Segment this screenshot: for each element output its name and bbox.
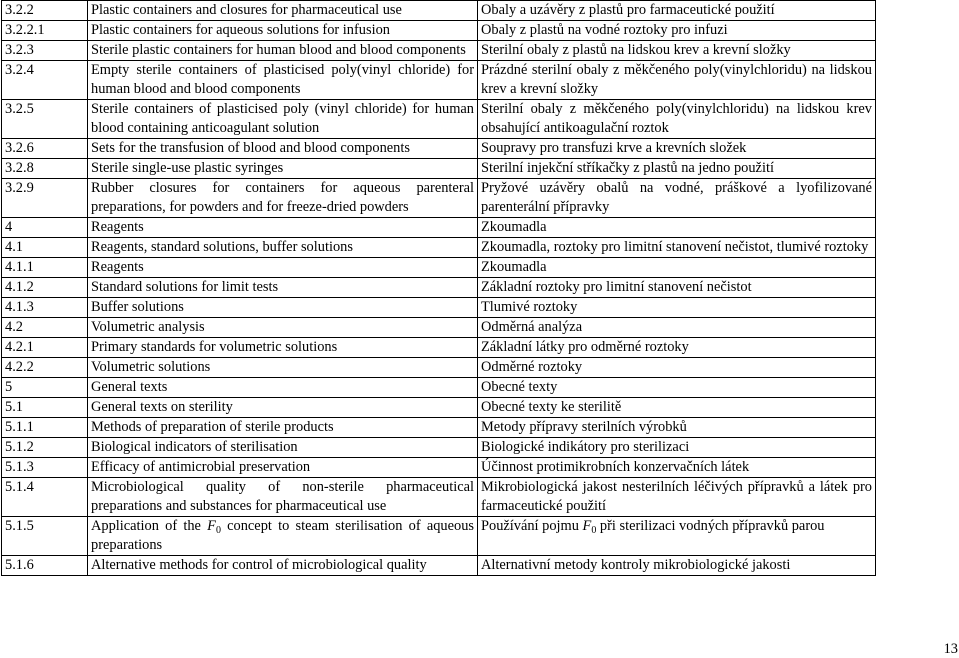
english-term: Empty sterile containers of plasticised poly(vinyl chloride) for human blood and blood components [88, 61, 478, 100]
section-number: 4.1.3 [2, 298, 88, 318]
english-term: Sterile single-use plastic syringes [88, 159, 478, 179]
czech-text-before: Používání pojmu [481, 518, 583, 534]
czech-term: Účinnost protimikrobních konzervačních látek [478, 458, 876, 478]
table-row [2, 517, 876, 556]
section-number: 4.2.2 [2, 358, 88, 378]
table-row [2, 458, 876, 478]
table-row [2, 21, 876, 41]
table-row [2, 318, 876, 338]
czech-term: Alternativní metody kontroly mikrobiologické jakosti [478, 556, 876, 576]
table-row [2, 41, 876, 61]
section-number: 4.2.1 [2, 338, 88, 358]
f-subscript: 0 [215, 525, 221, 536]
table-row [2, 100, 876, 139]
czech-term: Mikrobiologická jakost nesterilních léčivých přípravků a látek pro farmaceutické použití [478, 478, 876, 517]
table-row [2, 358, 876, 378]
english-term: Reagents [88, 258, 478, 278]
f-symbol: F [582, 518, 592, 534]
section-number: 5.1.1 [2, 418, 88, 438]
table-row [2, 218, 876, 238]
section-number: 3.2.3 [2, 41, 88, 61]
czech-term: Obaly z plastů na vodné roztoky pro infuzi [478, 21, 876, 41]
english-term: Biological indicators of sterilisation [88, 438, 478, 458]
english-term: Microbiological quality of non-sterile pharmaceutical preparations and substances for pharmaceutical use [88, 478, 478, 517]
section-number: 5.1.6 [2, 556, 88, 576]
section-number: 3.2.4 [2, 61, 88, 100]
english-term: Rubber closures for containers for aqueous parenteral preparations, for powders and for freeze-dried powders [88, 179, 478, 218]
table-row [2, 556, 876, 576]
section-number: 4.2 [2, 318, 88, 338]
section-number: 4.1.2 [2, 278, 88, 298]
czech-term: Základní roztoky pro limitní stanovení nečistot [478, 278, 876, 298]
czech-term: Prázdné sterilní obaly z měkčeného poly(vinylchloridu) na lidskou krev a krevní složky [478, 61, 876, 100]
table-row [2, 258, 876, 278]
table-row [2, 338, 876, 358]
table-row [2, 398, 876, 418]
section-number: 3.2.5 [2, 100, 88, 139]
table-row [2, 179, 876, 218]
english-term: Alternative methods for control of microbiological quality [88, 556, 478, 576]
czech-text-after: při sterilizaci vodných přípravků parou [596, 518, 825, 534]
czech-term: Soupravy pro transfuzi krve a krevních složek [478, 139, 876, 159]
czech-term: Obecné texty [478, 378, 876, 398]
english-term: Sterile plastic containers for human blood and blood components [88, 41, 478, 61]
czech-term: Odměrné roztoky [478, 358, 876, 378]
english-term: Plastic containers and closures for pharmaceutical use [88, 1, 478, 21]
table-row [2, 438, 876, 458]
english-term: Buffer solutions [88, 298, 478, 318]
table-row [2, 1, 876, 21]
czech-term: Zkoumadla [478, 218, 876, 238]
section-number: 5.1.5 [2, 517, 88, 556]
section-number: 4.1.1 [2, 258, 88, 278]
english-term: Sets for the transfusion of blood and blood components [88, 139, 478, 159]
f-subscript: 0 [591, 525, 597, 536]
table-row [2, 298, 876, 318]
english-term: Reagents, standard solutions, buffer solutions [88, 238, 478, 258]
czech-term: Odměrná analýza [478, 318, 876, 338]
english-term: General texts [88, 378, 478, 398]
english-term: Plastic containers for aqueous solutions for infusion [88, 21, 478, 41]
table-row [2, 378, 876, 398]
english-term: General texts on sterility [88, 398, 478, 418]
translation-table [1, 0, 876, 576]
f-symbol: F [207, 518, 216, 534]
english-text-after: concept to steam sterilisation of aqueous preparations [91, 518, 474, 553]
table-row [2, 61, 876, 100]
czech-term: Sterilní obaly z měkčeného poly(vinylchloridu) na lidskou krev obsahující antikoagulační roztok [478, 100, 876, 139]
section-number: 5.1.2 [2, 438, 88, 458]
section-number: 4 [2, 218, 88, 238]
english-text-before: Application of the [91, 518, 208, 534]
english-term: Efficacy of antimicrobial preservation [88, 458, 478, 478]
czech-term: Základní látky pro odměrné roztoky [478, 338, 876, 358]
section-number: 5.1.4 [2, 478, 88, 517]
english-term: Primary standards for volumetric solutions [88, 338, 478, 358]
czech-term: Pryžové uzávěry obalů na vodné, práškové a lyofilizované parenterální přípravky [478, 179, 876, 218]
english-term: Standard solutions for limit tests [88, 278, 478, 298]
section-number: 5.1 [2, 398, 88, 418]
table-body [2, 1, 876, 576]
section-number: 3.2.8 [2, 159, 88, 179]
czech-term: Metody přípravy sterilních výrobků [478, 418, 876, 438]
czech-term: Zkoumadla [478, 258, 876, 278]
czech-term: Obaly a uzávěry z plastů pro farmaceutické použití [478, 1, 876, 21]
czech-term: Obecné texty ke sterilitě [478, 398, 876, 418]
page-number: 13 [943, 641, 958, 657]
section-number: 3.2.6 [2, 139, 88, 159]
czech-term: Zkoumadla, roztoky pro limitní stanovení nečistot, tlumivé roztoky [478, 238, 876, 258]
english-term: Volumetric solutions [88, 358, 478, 378]
english-term [88, 517, 478, 556]
english-term: Reagents [88, 218, 478, 238]
czech-term: Sterilní injekční stříkačky z plastů na jedno použití [478, 159, 876, 179]
table-row [2, 159, 876, 179]
czech-term: Tlumivé roztoky [478, 298, 876, 318]
section-number: 4.1 [2, 238, 88, 258]
czech-term: Biologické indikátory pro sterilizaci [478, 438, 876, 458]
section-number: 5 [2, 378, 88, 398]
section-number: 5.1.3 [2, 458, 88, 478]
section-number: 3.2.9 [2, 179, 88, 218]
english-term: Volumetric analysis [88, 318, 478, 338]
english-term: Methods of preparation of sterile products [88, 418, 478, 438]
section-number: 3.2.2 [2, 1, 88, 21]
section-number: 3.2.2.1 [2, 21, 88, 41]
table-row [2, 278, 876, 298]
table-row [2, 238, 876, 258]
czech-term [478, 517, 876, 556]
table-row [2, 139, 876, 159]
table-row [2, 478, 876, 517]
english-term: Sterile containers of plasticised poly (vinyl chloride) for human blood containing anticoagulant solution [88, 100, 478, 139]
table-row [2, 418, 876, 438]
czech-term: Sterilní obaly z plastů na lidskou krev a krevní složky [478, 41, 876, 61]
